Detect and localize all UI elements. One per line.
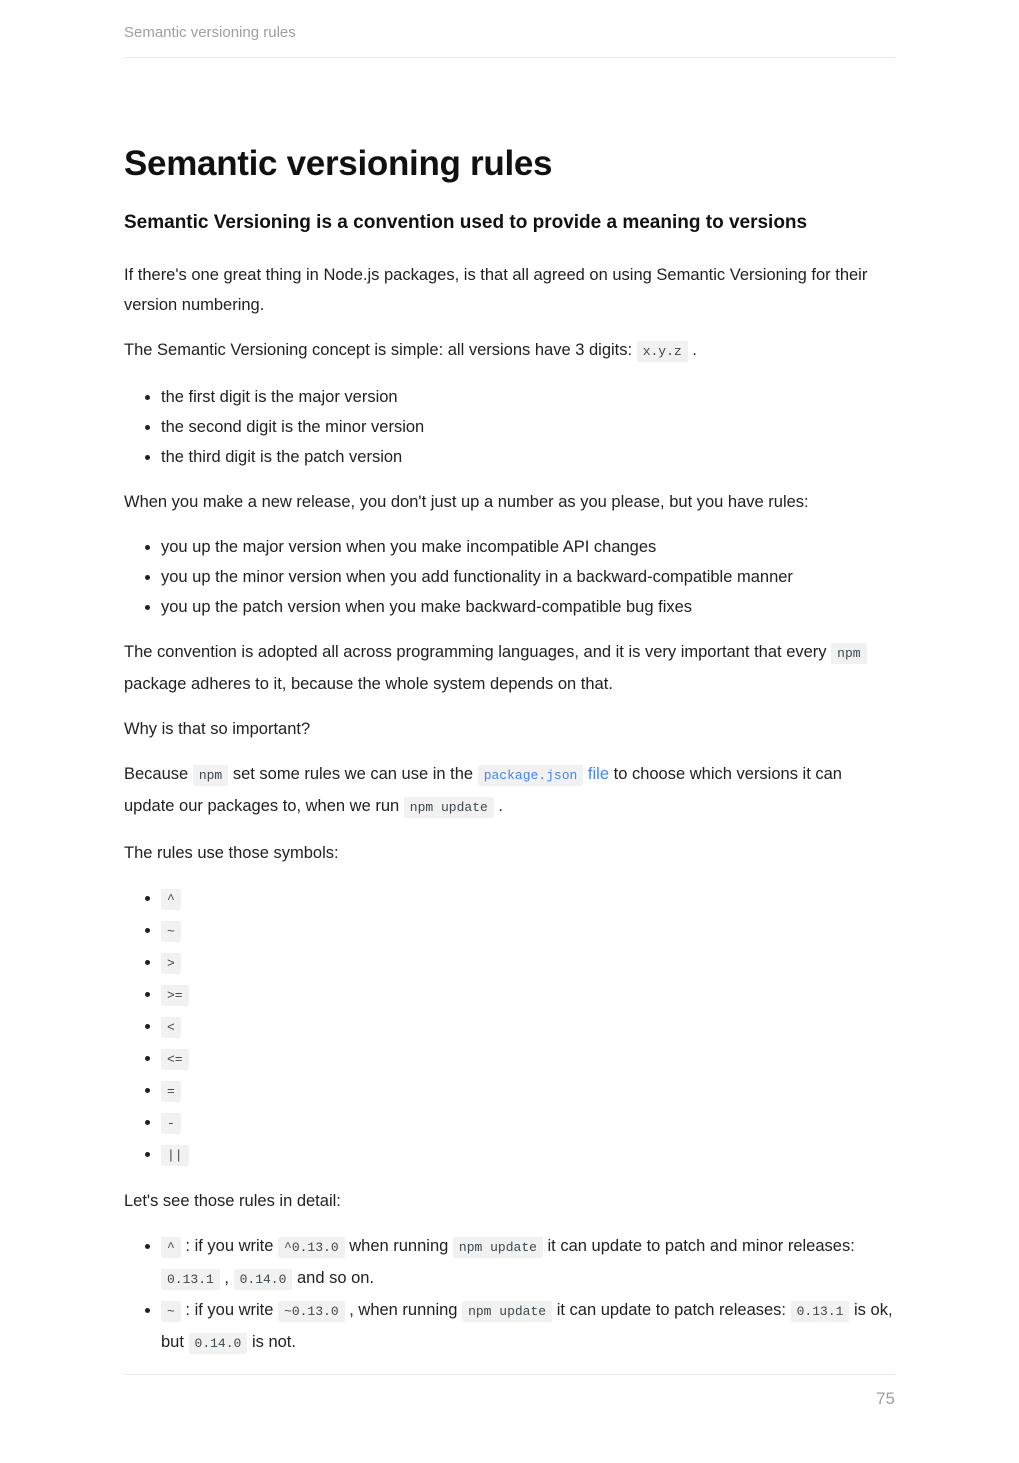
text-segment: is not. bbox=[251, 1333, 296, 1351]
package-json-code-link[interactable]: package.json bbox=[478, 765, 584, 786]
paragraph-convention bbox=[124, 637, 895, 699]
digits-list bbox=[124, 382, 895, 472]
list-item: • the first digit is the major version bbox=[161, 382, 895, 412]
text-segment: : if you write bbox=[185, 1237, 274, 1255]
text-segment: The convention is adopted all across programming languages, and it is very important that every bbox=[124, 643, 827, 661]
text-segment: The Semantic Versioning concept is simple: all versions have 3 digits: bbox=[124, 341, 633, 359]
inline-code-xyz: x.y.z bbox=[637, 341, 688, 362]
text-segment: . bbox=[692, 341, 697, 359]
text-segment: it can update to patch and minor releases: bbox=[547, 1237, 855, 1255]
text-segment: and so on. bbox=[297, 1269, 375, 1287]
paragraph-because bbox=[124, 759, 895, 823]
symbol-or: || bbox=[161, 1145, 189, 1166]
list-item: • the second digit is the minor version bbox=[161, 412, 895, 442]
text-segment: , when running bbox=[349, 1301, 458, 1319]
inline-code-version: ^0.13.0 bbox=[278, 1237, 345, 1258]
text-segment: . bbox=[498, 797, 503, 815]
list-item: • you up the patch version when you make backward-compatible bug fixes bbox=[161, 592, 895, 622]
page-header bbox=[124, 0, 895, 58]
article-subtitle: Semantic Versioning is a convention used to provide a meaning to versions bbox=[124, 212, 808, 233]
symbol-item bbox=[161, 1139, 895, 1171]
rule-caret-item bbox=[161, 1231, 895, 1295]
inline-code-npm-update: npm update bbox=[453, 1237, 543, 1258]
list-item: • you up the minor version when you add functionality in a backward-compatible manner bbox=[161, 562, 895, 592]
inline-code-npm: npm bbox=[193, 765, 228, 786]
symbol-item bbox=[161, 883, 895, 915]
release-rules-list bbox=[124, 532, 895, 622]
inline-code-version: ~0.13.0 bbox=[278, 1301, 345, 1322]
inline-code-npm-update: npm update bbox=[462, 1301, 552, 1322]
text-segment: it can update to patch releases: bbox=[556, 1301, 787, 1319]
symbol-dash: - bbox=[161, 1113, 181, 1134]
symbol-item bbox=[161, 1043, 895, 1075]
inline-code-npm-update: npm update bbox=[404, 797, 494, 818]
rule-tilde-item bbox=[161, 1295, 895, 1359]
inline-code-caret: ^ bbox=[161, 1237, 181, 1258]
inline-code-version: 0.13.1 bbox=[161, 1269, 220, 1290]
page-title: Semantic versioning rules bbox=[124, 144, 553, 183]
symbol-lt: < bbox=[161, 1017, 181, 1038]
list-item: • you up the major version when you make incompatible API changes bbox=[161, 532, 895, 562]
inline-code-version: 0.14.0 bbox=[234, 1269, 293, 1290]
inline-code-npm: npm bbox=[831, 643, 866, 664]
paragraph-detail-intro: Let's see those rules in detail: bbox=[124, 1192, 341, 1210]
text-segment: to choose which versions it can update our packages to, when we run bbox=[124, 765, 842, 815]
text-segment: : if you write bbox=[185, 1301, 274, 1319]
text-segment: is ok, but bbox=[161, 1301, 893, 1351]
symbol-item bbox=[161, 1107, 895, 1139]
symbol-caret: ^ bbox=[161, 889, 181, 910]
page-number: 75 bbox=[876, 1389, 895, 1408]
symbol-item bbox=[161, 979, 895, 1011]
symbol-lte: <= bbox=[161, 1049, 189, 1070]
inline-code-version: 0.13.1 bbox=[791, 1301, 850, 1322]
paragraph-concept bbox=[124, 335, 895, 367]
symbol-eq: = bbox=[161, 1081, 181, 1102]
symbol-tilde: ~ bbox=[161, 921, 181, 942]
rules-detail-list bbox=[124, 1231, 895, 1359]
running-header-title: Semantic versioning rules bbox=[124, 24, 296, 41]
list-item: • the third digit is the patch version bbox=[161, 442, 895, 472]
text-segment: , bbox=[224, 1269, 229, 1287]
symbol-gte: >= bbox=[161, 985, 189, 1006]
symbols-list bbox=[124, 883, 895, 1171]
text-segment: Because bbox=[124, 765, 189, 783]
inline-code-version: 0.14.0 bbox=[189, 1333, 248, 1354]
paragraph-release-rules: When you make a new release, you don't just up a number as you please, but you have rules: bbox=[124, 493, 809, 511]
paragraph-symbols-intro: The rules use those symbols: bbox=[124, 844, 339, 862]
symbol-item bbox=[161, 915, 895, 947]
text-segment: set some rules we can use in the bbox=[232, 765, 474, 783]
symbol-item bbox=[161, 1075, 895, 1107]
symbol-item bbox=[161, 1011, 895, 1043]
file-link[interactable]: file bbox=[587, 765, 610, 783]
page-footer bbox=[124, 1374, 895, 1463]
symbol-item bbox=[161, 947, 895, 979]
text-segment: when running bbox=[349, 1237, 449, 1255]
inline-code-tilde: ~ bbox=[161, 1301, 181, 1322]
symbol-gt: > bbox=[161, 953, 181, 974]
article-body bbox=[124, 58, 895, 1374]
text-segment: package adheres to it, because the whole system depends on that. bbox=[124, 675, 613, 693]
paragraph-why: Why is that so important? bbox=[124, 720, 311, 738]
paragraph-intro: If there's one great thing in Node.js packages, is that all agreed on using Semantic Versioning for their version numbering. bbox=[124, 266, 868, 314]
